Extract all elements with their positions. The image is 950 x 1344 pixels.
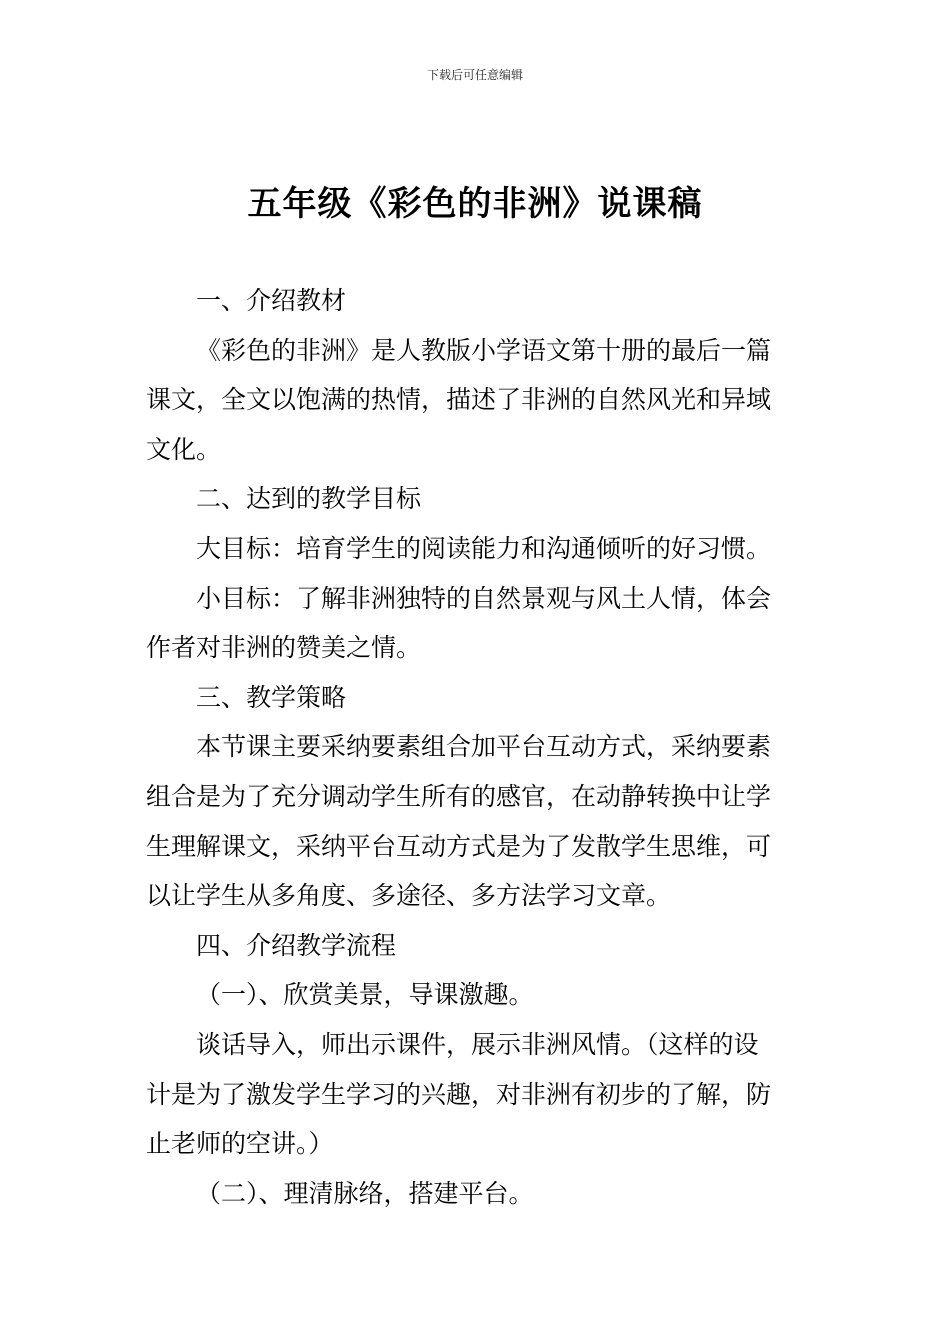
paragraph-line: 生理解课文，采纳平台互动方式是为了发散学生思维，可 <box>146 831 772 861</box>
paragraph-line: 谈话导入，师出示课件，展示非洲风情。（这样的设 <box>196 1029 759 1059</box>
paragraph-line: 本节课主要采纳要素组合加平台互动方式，采纳要素 <box>196 732 772 762</box>
section-heading-process: 四、介绍教学流程 <box>196 930 397 960</box>
paragraph-line: 计是为了激发学生学习的兴趣，对非洲有初步的了解，防 <box>146 1079 772 1109</box>
page-title: 五年级《彩色的非洲》说课稿 <box>247 184 703 224</box>
paragraph-line: 组合是为了充分调动学生所有的感官，在动静转换中让学 <box>146 781 772 811</box>
section-heading-strategy: 三、教学策略 <box>196 682 347 712</box>
subsection-heading: （一）、欣赏美景，导课激趣。 <box>196 980 534 1010</box>
paragraph-line: 大目标：培育学生的阅读能力和沟通倾听的好习惯。 <box>196 533 772 563</box>
paragraph-line: 《彩色的非洲》是人教版小学语文第十册的最后一篇 <box>196 335 772 365</box>
header-note: 下载后可任意编辑 <box>426 68 523 82</box>
paragraph-line: 作者对非洲的赞美之情。 <box>146 633 422 663</box>
paragraph-line: 小目标：了解非洲独特的自然景观与风土人情，体会 <box>196 583 772 613</box>
subsection-heading: （二）、理清脉络，搭建平台。 <box>196 1178 534 1208</box>
paragraph-line: 止老师的空讲。） <box>146 1129 334 1159</box>
section-heading-goals: 二、达到的教学目标 <box>196 484 422 514</box>
body-text <box>146 276 806 1218</box>
paragraph-line: 文化。 <box>146 434 222 464</box>
paragraph-line: 以让学生从多角度、多途径、多方法学习文章。 <box>146 881 672 911</box>
paragraph-line: 课文，全文以饱满的热情，描述了非洲的自然风光和异域 <box>146 385 772 415</box>
section-heading-materials: 一、介绍教材 <box>196 286 347 315</box>
